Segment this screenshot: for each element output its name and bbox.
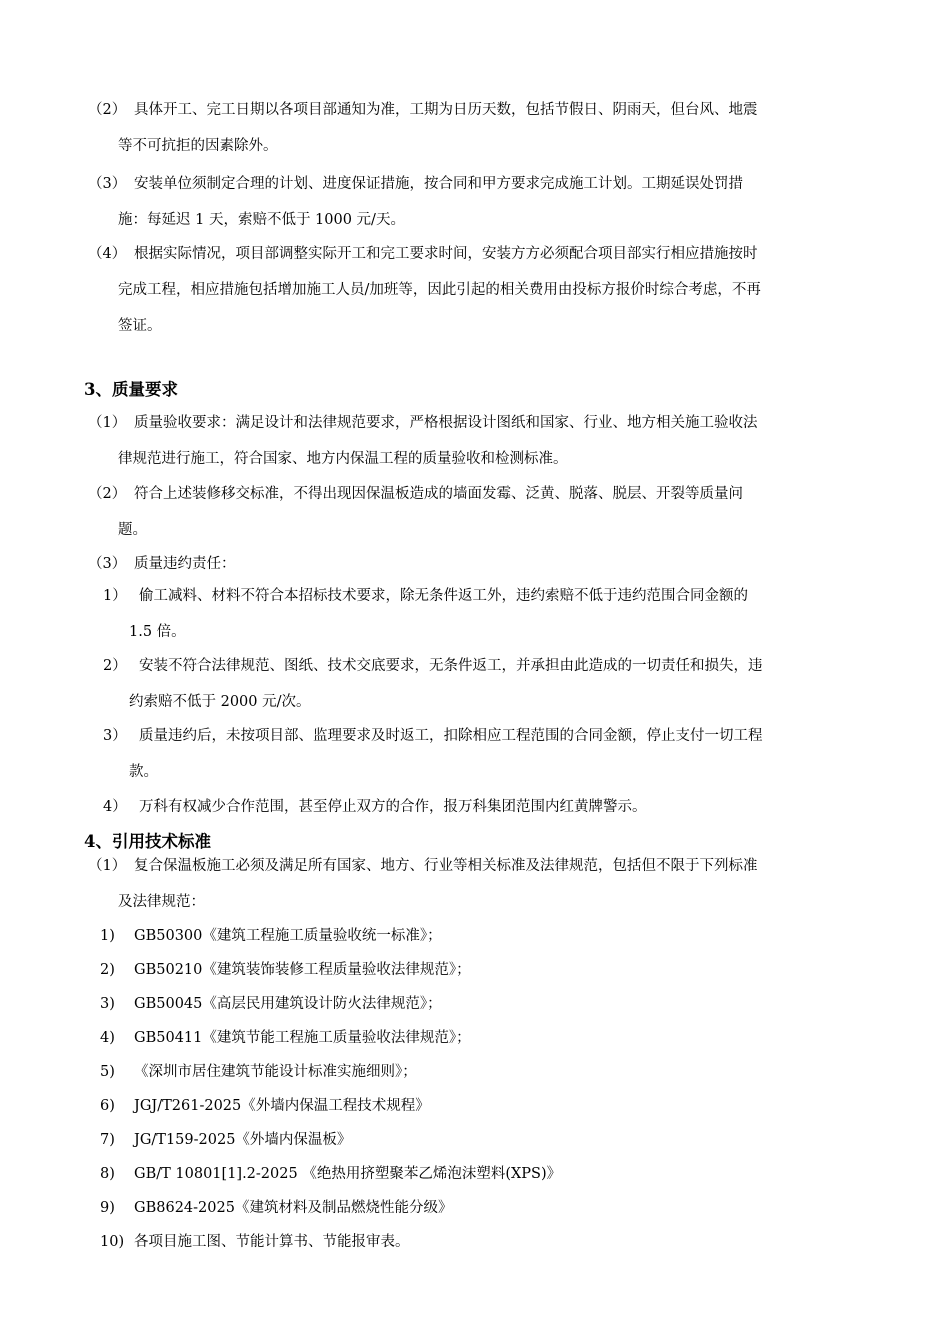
item-text: 质量验收要求：满足设计和法律规范要求，严格根据设计图纸和国家、行业、地方相关施工验收法: [134, 415, 758, 431]
item-text: 复合保温板施工必须及满足所有国家、地方、行业等相关标准及法律规范，包括但不限于下列标准: [134, 858, 758, 874]
item-number: （3）: [88, 176, 127, 192]
standard-text: JG/T159-2025《外墙内保温板》: [134, 1132, 352, 1148]
subitem-text-continued: 款。: [129, 764, 158, 780]
standard-text: 各项目施工图、节能计算书、节能报审表。: [134, 1234, 410, 1250]
item-text-continued: 律规范进行施工，符合国家、地方内保温工程的质量验收和检测标准。: [118, 451, 568, 467]
standards-item-1: [88, 848, 868, 920]
schedule-item-4: [88, 236, 868, 344]
item-number: （3）: [88, 556, 127, 572]
standard-number: 8): [100, 1166, 115, 1182]
item-text: 根据实际情况，项目部调整实际开工和完工要求时间，安装方方必须配合项目部实行相应措施按时: [134, 246, 758, 262]
standard-number: 1): [100, 928, 115, 944]
item-text: 具体开工、完工日期以各项目部通知为准，工期为日历天数，包括节假日、阴雨天，但台风、地震: [134, 102, 758, 118]
standard-list-item: [100, 1160, 561, 1188]
item-text-continued-2: 签证。: [118, 318, 162, 334]
item-text-continued: 及法律规范：: [118, 894, 205, 910]
item-text-continued: 等不可抗拒的因素除外。: [118, 138, 278, 154]
section-heading-standards: 4、引用技术标准: [84, 832, 211, 851]
standard-list-item: [100, 922, 442, 950]
standard-text: GB50300《建筑工程施工质量验收统一标准》；: [134, 928, 442, 944]
standard-list-item: [100, 1228, 410, 1256]
standard-list-item: [100, 956, 471, 984]
quality-item-1: [88, 405, 868, 477]
item-number: （2）: [88, 486, 127, 502]
standard-text: JGJ/T261-2025《外墙内保温工程技术规程》: [134, 1098, 430, 1114]
standard-number: 6): [100, 1098, 115, 1114]
subitem-number: 1）: [103, 588, 127, 604]
standard-number: 5): [100, 1064, 115, 1080]
standard-number: 10): [100, 1234, 125, 1250]
liability-subitem-3: [103, 718, 868, 790]
quality-item-3: [88, 546, 868, 582]
liability-subitem-4: [103, 789, 868, 825]
standard-number: 4): [100, 1030, 115, 1046]
item-text-continued: 题。: [118, 522, 147, 538]
item-number: （1）: [88, 858, 127, 874]
standard-list-item: [100, 1194, 452, 1222]
item-text: 质量违约责任：: [134, 556, 236, 572]
schedule-item-3: [88, 166, 868, 238]
quality-item-2: [88, 476, 868, 548]
standard-number: 3): [100, 996, 115, 1012]
subitem-number: 2）: [103, 658, 127, 674]
section-heading-quality: 3、质量要求: [84, 380, 178, 399]
liability-subitem-1: [103, 578, 868, 650]
standard-text: GB50411《建筑节能工程施工质量验收法律规范》；: [134, 1030, 471, 1046]
standard-text: GB50045《高层民用建筑设计防火法律规范》；: [134, 996, 442, 1012]
item-text: 符合上述装修移交标准，不得出现因保温板造成的墙面发霉、泛黄、脱落、脱层、开裂等质量问: [134, 486, 743, 502]
schedule-item-2: [88, 92, 868, 164]
item-text-continued: 完成工程，相应措施包括增加施工人员/加班等，因此引起的相关费用由投标方报价时综合考虑，不再: [118, 282, 761, 298]
subitem-text: 安装不符合法律规范、图纸、技术交底要求，无条件返工，并承担由此造成的一切责任和损失，违: [139, 658, 763, 674]
item-number: （4）: [88, 246, 127, 262]
standard-text: GB/T 10801[1].2-2025 《绝热用挤塑聚苯乙烯泡沫塑料(XPS)》: [134, 1166, 562, 1182]
standard-list-item: [100, 1024, 471, 1052]
subitem-text-continued: 1.5 倍。: [129, 624, 186, 640]
standard-text: GB8624-2025《建筑材料及制品燃烧性能分级》: [134, 1200, 453, 1216]
standard-list-item: [100, 1092, 430, 1120]
standard-list-item: [100, 1058, 417, 1086]
standard-text: 《深圳市居住建筑节能设计标准实施细则》；: [134, 1064, 417, 1080]
subitem-text: 万科有权减少合作范围，甚至停止双方的合作，报万科集团范围内红黄牌警示。: [139, 799, 647, 815]
subitem-text: 偷工减料、材料不符合本招标技术要求，除无条件返工外，违约索赔不低于违约范围合同金额的: [139, 588, 748, 604]
item-text-continued: 施：每延迟 1 天，索赔不低于 1000 元/天。: [118, 212, 405, 228]
standard-list-item: [100, 990, 442, 1018]
item-number: （2）: [88, 102, 127, 118]
standard-text: GB50210《建筑装饰装修工程质量验收法律规范》；: [134, 962, 471, 978]
liability-subitem-2: [103, 648, 868, 720]
standard-number: 9): [100, 1200, 115, 1216]
item-number: （1）: [88, 415, 127, 431]
subitem-number: 3）: [103, 728, 127, 744]
standard-list-item: [100, 1126, 351, 1154]
subitem-text: 质量违约后，未按项目部、监理要求及时返工，扣除相应工程范围的合同金额，停止支付一切工程: [139, 728, 763, 744]
standard-number: 7): [100, 1132, 115, 1148]
standard-number: 2): [100, 962, 115, 978]
item-text: 安装单位须制定合理的计划、进度保证措施，按合同和甲方要求完成施工计划。工期延误处罚措: [134, 176, 743, 192]
subitem-number: 4）: [103, 799, 127, 815]
subitem-text-continued: 约索赔不低于 2000 元/次。: [129, 694, 311, 710]
